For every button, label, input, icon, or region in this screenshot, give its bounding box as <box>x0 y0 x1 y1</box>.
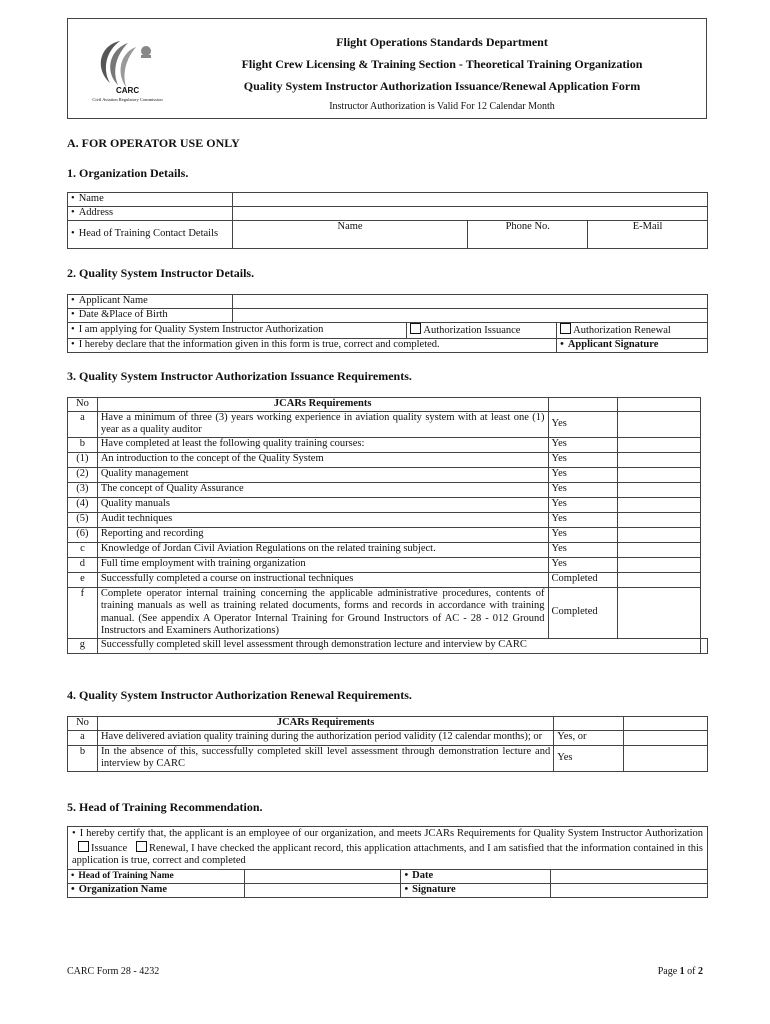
requirement-text: Successfully completed skill level assessment through demonstration lecture and interview by CARC <box>97 638 700 653</box>
department-title: Flight Operations Standards Department <box>336 35 548 49</box>
org-address-label: • Address <box>68 207 233 221</box>
requirement-check-field[interactable] <box>618 557 701 572</box>
applicant-name-label: • Applicant Name <box>68 295 233 309</box>
signature-field[interactable] <box>551 883 708 897</box>
requirement-status: Yes <box>548 411 618 437</box>
header-jcars-requirements: JCARs Requirements <box>97 717 553 731</box>
requirement-text: Audit techniques <box>97 512 548 527</box>
requirement-number: (4) <box>68 497 98 512</box>
section-title: Flight Crew Licensing & Training Section - Theoretical Training Organization <box>241 57 643 71</box>
requirement-check-field[interactable] <box>618 512 701 527</box>
requirement-text: Have completed at least the following quality training courses: <box>97 437 548 452</box>
issuance-requirements-table <box>67 397 708 654</box>
requirement-status: Yes <box>548 482 618 497</box>
requirement-check-field[interactable] <box>618 587 701 638</box>
requirement-status: Yes <box>548 467 618 482</box>
requirement-row <box>68 411 708 437</box>
requirement-status: Yes <box>548 437 618 452</box>
contact-phone-column[interactable]: Phone No. <box>468 221 588 249</box>
form-title: Quality System Instructor Authorization Issuance/Renewal Application Form <box>243 79 641 93</box>
requirement-number: e <box>68 572 98 587</box>
requirement-status: Yes, or <box>554 730 624 745</box>
declaration-text: • I hereby declare that the information given in this form is true, correct and completed. <box>68 338 557 352</box>
requirement-status: Yes <box>548 557 618 572</box>
form-header <box>67 18 707 119</box>
requirement-text: Quality management <box>97 467 548 482</box>
requirement-text: Successfully completed a course on instructional techniques <box>97 572 548 587</box>
org-address-field[interactable] <box>232 207 707 221</box>
dob-label: • Date &Place of Birth <box>68 309 233 323</box>
page-number: Page 1 of 2 <box>657 966 703 977</box>
requirement-row <box>68 527 708 542</box>
section-3-heading: 3. Quality System Instructor Authorization Issuance Requirements. <box>67 369 412 383</box>
head-training-contact-label: • Head of Training Contact Details <box>68 221 233 249</box>
requirement-text: An introduction to the concept of the Quality System <box>97 452 548 467</box>
requirement-status: Yes <box>554 745 624 771</box>
logo-text: CARC <box>116 86 140 95</box>
logo-subtext: Civil Aviation Regulatory Commission <box>92 97 163 102</box>
org-name-label: • Name <box>68 193 233 207</box>
issuance-option[interactable]: Authorization Issuance <box>407 323 557 339</box>
renewal-checkbox[interactable] <box>560 323 571 334</box>
requirement-number: g <box>68 638 98 653</box>
issuance-checkbox[interactable] <box>410 323 421 334</box>
date-field[interactable] <box>551 869 708 883</box>
requirement-check-field[interactable] <box>618 437 701 452</box>
applicant-signature-field[interactable]: • Applicant Signature <box>557 338 708 352</box>
requirement-row <box>68 437 708 452</box>
requirement-status: Yes <box>548 512 618 527</box>
requirement-number: a <box>68 730 98 745</box>
recommendation-table <box>67 826 708 898</box>
requirement-row <box>68 587 708 638</box>
carc-logo <box>80 33 175 113</box>
requirement-number: (1) <box>68 452 98 467</box>
requirement-text: Have a minimum of three (3) years working experience in aviation quality system with at least one (1) year as a quality auditor <box>97 411 548 437</box>
requirement-number: f <box>68 587 98 638</box>
requirement-row <box>68 745 708 771</box>
org-name-field[interactable] <box>232 193 707 207</box>
requirement-row <box>68 542 708 557</box>
requirement-number: (3) <box>68 482 98 497</box>
renewal-option[interactable]: Authorization Renewal <box>557 323 708 339</box>
requirement-text: Full time employment with training organization <box>97 557 548 572</box>
requirement-row <box>68 512 708 527</box>
requirement-status: Yes <box>548 452 618 467</box>
requirement-number: b <box>68 437 98 452</box>
requirement-check-field[interactable] <box>624 730 708 745</box>
signature-label: • Signature <box>401 883 551 897</box>
requirement-number: b <box>68 745 98 771</box>
contact-name-column[interactable]: Name <box>232 221 468 249</box>
requirement-check-field[interactable] <box>618 572 701 587</box>
requirement-row <box>68 730 708 745</box>
requirement-text: The concept of Quality Assurance <box>97 482 548 497</box>
requirement-check-field[interactable] <box>618 527 701 542</box>
section-a-heading: A. FOR OPERATOR USE ONLY <box>67 136 240 150</box>
requirement-check-field[interactable] <box>618 497 701 512</box>
requirement-row <box>68 572 708 587</box>
requirement-check-field[interactable] <box>618 482 701 497</box>
section-1-heading: 1. Organization Details. <box>67 166 189 180</box>
contact-email-column[interactable]: E-Mail <box>588 221 708 249</box>
requirement-number: a <box>68 411 98 437</box>
requirement-check-field[interactable] <box>618 467 701 482</box>
validity-note: Instructor Authorization is Valid For 12 Calendar Month <box>329 101 555 112</box>
requirement-row <box>68 497 708 512</box>
requirement-check-field[interactable] <box>624 745 708 771</box>
head-of-training-field[interactable] <box>244 869 401 883</box>
requirement-number: d <box>68 557 98 572</box>
rec-renewal-checkbox[interactable] <box>136 841 147 852</box>
requirement-text: Knowledge of Jordan Civil Aviation Regulations on the related training subject. <box>97 542 548 557</box>
organization-name-label: • Organization Name <box>68 883 245 897</box>
requirement-text: Quality manuals <box>97 497 548 512</box>
rec-issuance-checkbox[interactable] <box>78 841 89 852</box>
section-4-heading: 4. Quality System Instructor Authorization Renewal Requirements. <box>67 688 412 702</box>
renewal-requirements-table <box>67 716 708 772</box>
requirement-check-field[interactable] <box>618 452 701 467</box>
requirement-check-field[interactable] <box>618 542 701 557</box>
requirement-row <box>68 482 708 497</box>
requirement-row <box>68 557 708 572</box>
requirement-number: c <box>68 542 98 557</box>
requirement-status: Yes <box>548 527 618 542</box>
header-no: No <box>68 717 98 731</box>
certification-text: • I hereby certify that, the applicant is an employee of our organization, and meets JCARs Requirements for Quality System Instructor Authorization Issuance Renewal, I have checked the applicant record, this application attachments, and I am satisfied that the information contained in this application is true, correct and completed <box>68 827 708 870</box>
requirement-status: Completed <box>548 572 618 587</box>
organization-details-table <box>67 192 708 249</box>
requirement-text: Reporting and recording <box>97 527 548 542</box>
head-of-training-label: • Head of Training Name <box>68 869 245 883</box>
applying-for-label: • I am applying for Quality System Instructor Authorization <box>68 323 407 339</box>
section-5-heading: 5. Head of Training Recommendation. <box>67 800 263 814</box>
requirement-check-field[interactable] <box>701 638 708 653</box>
requirement-number: (2) <box>68 467 98 482</box>
requirement-row <box>68 467 708 482</box>
requirement-row <box>68 452 708 467</box>
requirement-number: (6) <box>68 527 98 542</box>
dob-field[interactable] <box>232 309 707 323</box>
instructor-details-table <box>67 294 708 353</box>
requirement-row <box>68 638 708 653</box>
requirement-check-field[interactable] <box>618 411 701 437</box>
requirement-text: In the absence of this, successfully completed skill level assessment through demonstration lecture and interview by CARC <box>97 745 553 771</box>
organization-name-field[interactable] <box>244 883 401 897</box>
requirement-text: Complete operator internal training concerning the applicable administrative procedures, contents of training manuals as well as training related documents, forms and records in accordance with training manual. (See appendix A Operator Internal Training for Ground Instructors of AC - 28 - 012 Ground Instructors and Examiners Authorizations) <box>97 587 548 638</box>
requirement-number: (5) <box>68 512 98 527</box>
section-2-heading: 2. Quality System Instructor Details. <box>67 266 255 280</box>
requirement-status: Yes <box>548 542 618 557</box>
applicant-name-field[interactable] <box>232 295 707 309</box>
requirement-text: Have delivered aviation quality training during the authorization period validity (12 calendar months); or <box>97 730 553 745</box>
header-no: No <box>68 398 98 412</box>
form-number: CARC Form 28 - 4232 <box>67 966 160 977</box>
requirement-status: Completed <box>548 587 618 638</box>
requirement-status: Yes <box>548 497 618 512</box>
header-jcars-requirements: JCARs Requirements <box>97 398 548 412</box>
date-label: • Date <box>401 869 551 883</box>
